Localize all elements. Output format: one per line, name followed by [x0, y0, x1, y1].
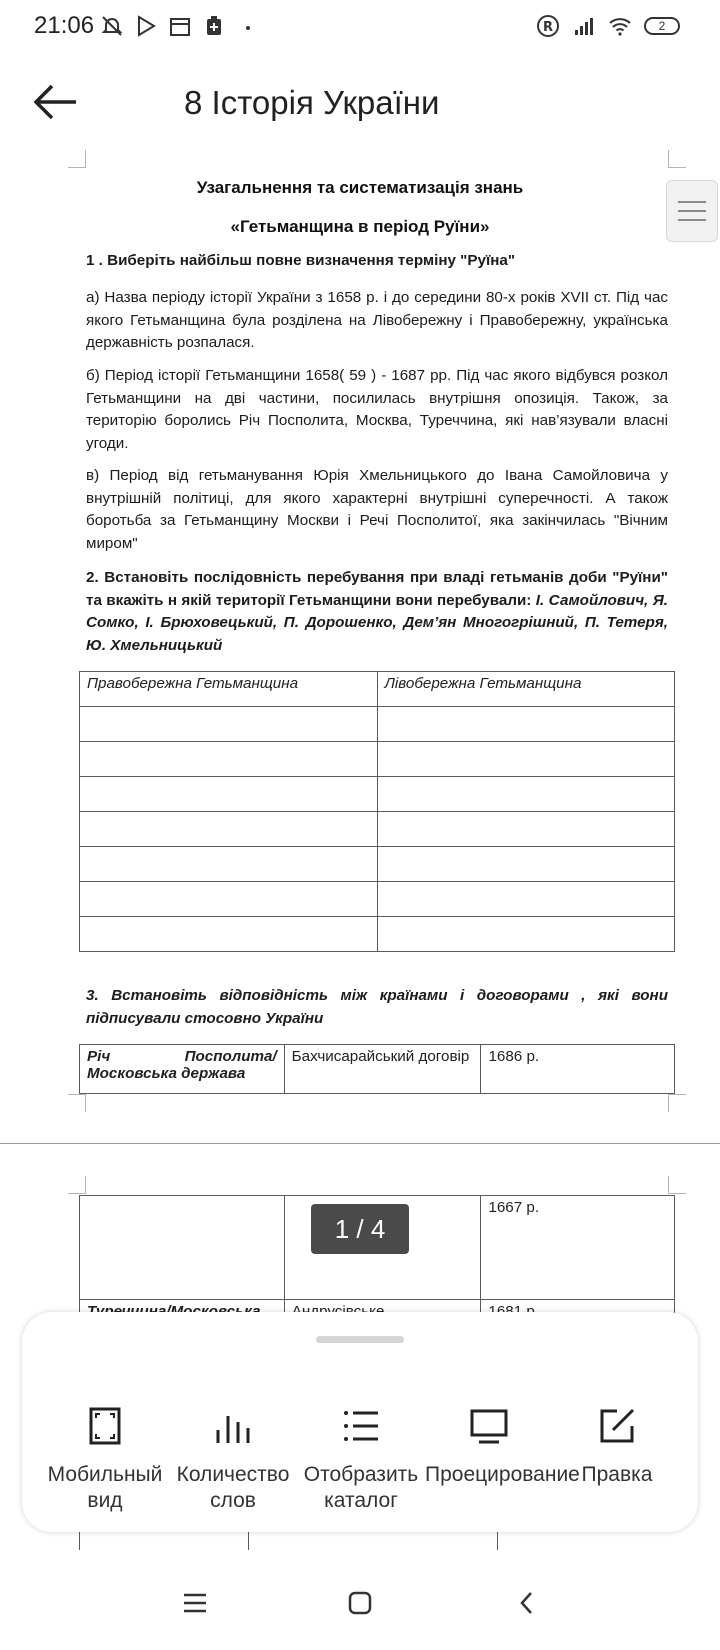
word-count-label: Количество слов	[176, 1463, 290, 1512]
treaty-year: 1686 р.	[481, 1045, 675, 1094]
heading-generalization: Узагальнення та систематизація знань	[196, 178, 524, 197]
system-nav-bar	[0, 1570, 720, 1640]
svg-text:R: R	[542, 20, 554, 35]
page-indicator: 1 / 4	[311, 1204, 409, 1254]
page-corner-mark	[668, 150, 686, 168]
mobile-view-label: Мобильный вид	[47, 1463, 163, 1512]
calendar-icon	[168, 14, 192, 38]
table-cell	[377, 812, 675, 847]
mobile-view-icon	[85, 1406, 125, 1446]
menu-icon[interactable]	[180, 1588, 210, 1618]
clipboard-icon	[202, 14, 226, 38]
table-cell	[377, 882, 675, 917]
muted-bell-icon	[100, 14, 124, 38]
scroll-handle[interactable]	[666, 180, 718, 242]
page-separator	[0, 1143, 720, 1144]
option-a: а) Назва періоду історії України з 1658 р. і до середини 80-х років XVII ст. Під час якого Гетьманщина була розділена на Лівобережну і Правобережну, українська державність розпалася.	[86, 289, 668, 351]
page-corner-mark	[668, 1176, 686, 1194]
battery-icon: 2	[644, 17, 680, 35]
table-cell	[377, 917, 675, 952]
back-arrow-icon[interactable]	[30, 80, 80, 124]
table-cell	[80, 777, 378, 812]
question-3: 3. Встановіть відповідність між країнами і договорами , які вони підписували стосовно України	[86, 987, 668, 1027]
projection-icon	[469, 1406, 509, 1446]
table-cell	[377, 777, 675, 812]
show-catalog-label: Отобразить каталог	[303, 1463, 419, 1512]
table-cell	[80, 917, 378, 952]
option-c: в) Період від гетьманування Юрія Хмельницького до Івана Самойловича у внутрішній політиці, для якого характерні внутрішні суперечності. А також боротьба за Гетьманщину Москви і Речі Посполитої, яка закінчилась "Вічним миром"	[86, 467, 668, 552]
header-left-bank: Лівобережна Гетьманщина	[377, 672, 675, 707]
table-cell	[377, 847, 675, 882]
treaty-countries: Річ Посполита/ Московська держава	[80, 1045, 285, 1094]
signal-icon	[572, 14, 596, 38]
table-cell	[80, 812, 378, 847]
treaty-name: Бахчисарайський договір	[284, 1045, 481, 1094]
hetman-table	[79, 671, 675, 952]
edit-icon	[597, 1406, 637, 1446]
question-2-names: І. Самойлович, Я. Сомко, І. Брюховецький, П. Дорошенко, Дем’ян Многогрішний, П. Тетеря, Ю. Хмельницький	[86, 591, 668, 654]
option-b: б) Період історії Гетьманщини 1658( 59 ) - 1687 рр. Під час якого відбувся розкол Гетьманщини на дві частини, посилилась внутрішня опозиція. Також, за територію боролись Річ Посполита, Москва, Туреччина, які нав’язували власні угоди.	[86, 367, 668, 452]
play-store-icon	[134, 14, 158, 38]
catalog-icon	[341, 1406, 381, 1446]
question-1: 1 . Виберіть найбільш повне визначення терміну "Руїна"	[86, 252, 516, 269]
page-corner-mark	[68, 150, 86, 168]
mobile-view-button[interactable]	[41, 1406, 169, 1514]
treaty-countries	[80, 1196, 285, 1300]
projection-label: Проецирование	[425, 1463, 580, 1486]
page-corner-mark	[68, 1094, 86, 1112]
wifi-icon	[608, 14, 632, 38]
bottom-sheet	[22, 1312, 698, 1532]
treaty-year: 1667 р.	[481, 1196, 675, 1300]
table-cell	[377, 742, 675, 777]
status-bar	[0, 0, 720, 56]
document-title: 8 Історія України	[184, 84, 440, 121]
word-count-button[interactable]	[169, 1406, 297, 1514]
app-bar	[0, 60, 720, 150]
dot-icon	[236, 14, 260, 38]
edit-label: Правка	[581, 1463, 653, 1486]
projection-button[interactable]	[425, 1406, 580, 1514]
edit-button[interactable]	[553, 1406, 681, 1514]
treaty-table	[79, 1044, 675, 1094]
table-cell	[80, 707, 378, 742]
table-cell	[80, 847, 378, 882]
back-nav-icon[interactable]	[512, 1588, 542, 1618]
sheet-drag-handle[interactable]	[316, 1336, 404, 1343]
table-cell	[377, 707, 675, 742]
question-2	[86, 567, 668, 657]
status-time: 21:06	[34, 12, 95, 39]
heading-topic: «Гетьманщина в період Руїни»	[230, 217, 490, 236]
header-right-bank: Правобережна Гетьманщина	[80, 672, 378, 707]
table-cell	[80, 742, 378, 777]
show-catalog-button[interactable]	[297, 1406, 425, 1514]
page-corner-mark	[668, 1094, 686, 1112]
home-icon[interactable]	[345, 1588, 375, 1618]
question-2-lead: 2. Встановіть послідовність перебування при владі гетьманів доби "Руїни" та вкажіть н якій території Гетьманщини вони перебували:	[86, 569, 668, 609]
word-count-icon	[213, 1406, 253, 1446]
registered-icon	[536, 14, 560, 38]
page-corner-mark	[68, 1176, 86, 1194]
table-cell	[80, 882, 378, 917]
